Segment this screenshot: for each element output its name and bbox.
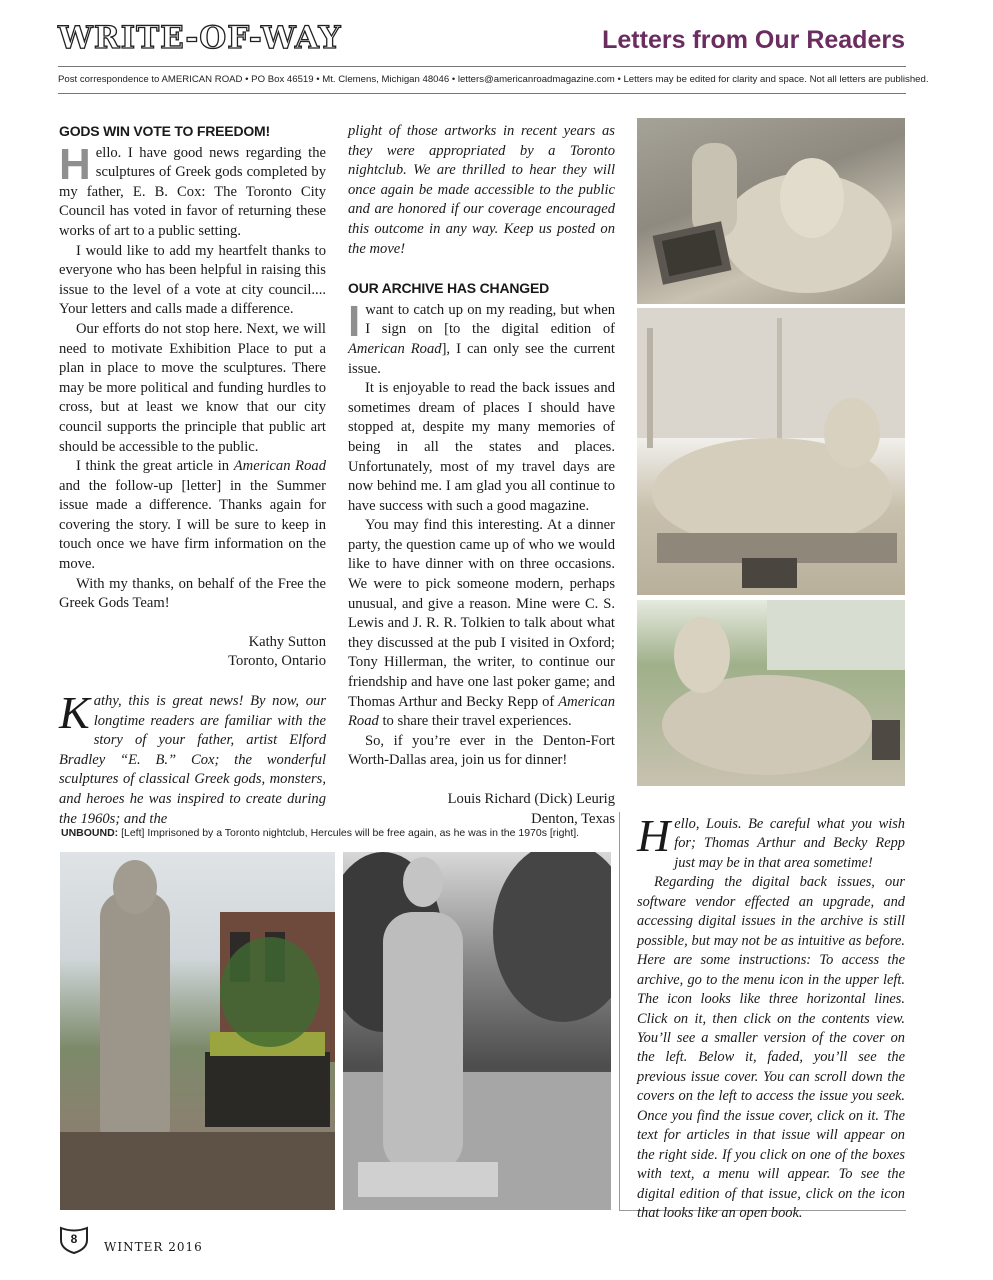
letter2-headline: OUR ARCHIVE HAS CHANGED <box>348 280 550 297</box>
photo-sculpture-reclining-pan <box>637 308 905 595</box>
reply2-text <box>637 810 905 1224</box>
sculpture-reclining-icon <box>637 308 905 595</box>
masthead-logo: WRITE-OF-WAY <box>58 20 342 56</box>
letter1-paragraph-4: I think the great article in American Road and the follow-up [letter] in the Summer issue made a difference. Thanks again for covering the story. I will be sure to keep in touch once we have firm information on the move. <box>59 458 326 573</box>
issue-label: WINTER 2016 <box>104 1240 203 1254</box>
reply2-initial: H <box>637 810 671 861</box>
section-title: Letters from Our Readers <box>602 26 905 54</box>
letter1-signature-place: Toronto, Ontario <box>228 653 326 670</box>
reply1-part-2: plight of those artworks in recent years as they were appropriated by a Toronto nightclub. We are thrilled to hear they will once again be made accessible to the public and are honored if our coverage encouraged this outcome in any way. Keep us posted on the move! <box>348 123 615 257</box>
photo-sculpture-centaur <box>637 600 905 786</box>
letter2-signature-name: Louis Richard (Dick) Leurig <box>447 791 615 807</box>
hercules-statue-bw-icon <box>343 852 611 1210</box>
sculpture-sphinx-icon <box>637 118 905 304</box>
correspondence-line: Post correspondence to AMERICAN ROAD • PO Box 46519 • Mt. Clemens, Michigan 48046 • letters@americanroadmagazine.com • Letters may be edited for clarity and space. Not all letters are published. <box>58 74 929 85</box>
letter1-paragraph-3: Our efforts do not stop here. Next, we will need to motivate Exhibition Place to put a plan in place to move the sculptures. There may be more political and funding hurdles to cross, but at least we know that our city council supports the principle that public art should be accessible to the public. <box>59 320 326 455</box>
letter-column-1 <box>59 122 326 829</box>
letter2-paragraph-1: Iwant to catch up on my reading, but when I sign on [to the digital edition of American Road], I can only see the current issue. <box>348 296 615 377</box>
letter1-headline: GODS WIN VOTE TO FREEDOM! <box>59 123 270 139</box>
photo-caption: UNBOUND: [Left] Imprisoned by a Toronto nightclub, Hercules will be free again, as he was in the 1970s [right]. <box>61 827 580 839</box>
reply1-initial: K <box>59 687 90 739</box>
letter1-signature-name: Kathy Sutton <box>248 633 326 650</box>
letter2-signature-place: Denton, Texas <box>531 810 615 827</box>
photo-sculpture-sphinx <box>637 118 905 304</box>
letter-column-2 <box>348 122 615 829</box>
sculpture-centaur-icon <box>637 600 905 786</box>
reply2-paragraph-2: Regarding the digital back issues, our software vendor effected an upgrade, and accessing digital issues in the archive is still possible, but may not be as intuitive as before. Here are some instructions: To access the archive, go to the menu icon in the upper left. The icon looks like three horizontal lines. Click on it, then click on the contents view. You’ll see a smaller version of the cover on the left. Below it, faded, you’ll see the previous issue cover. You can scroll down the covers on the left to access the issue you seek. Once you find the issue cover, click on it. The text for articles in that issue will appear on the right side. If you click on one of the boxes with text, a menu will appear. To see the digital edition of that issue, click on the icon that looks like an open book. <box>637 874 905 1222</box>
page-number: 8 <box>70 1232 78 1246</box>
header-rule-bottom <box>58 93 906 94</box>
hercules-statue-icon <box>60 852 335 1210</box>
letter2-dropcap: I <box>348 296 361 346</box>
photo-hercules-1970s <box>343 852 611 1210</box>
photo-hercules-nightclub <box>60 852 335 1210</box>
letter1-paragraph-5: With my thanks, on behalf of the Free the Greek Gods Team! <box>59 575 326 612</box>
letter1-dropcap: H <box>59 139 91 189</box>
header-rule-top <box>58 66 906 67</box>
letter2-paragraph-3: You may find this interesting. At a dinner party, the question came up of who we would like to have dinner with on three occasions. We were to pick someone modern, perhaps unusual, and give a reason. Mine were C. S. Lewis and J. R. R. Tolkien to talk about what they discussed at the pub I visited in Oxford; Tony Hillerman, the writer, to continue our friendship and have one last poker game; and Thomas Arthur and Becky Repp of American Road to share their travel experiences. <box>348 517 615 730</box>
reply1-part-1: Kathy, this is great news! By now, our longtime readers are familiar with the story of your father, artist Elford Bradley “E. B.” Cox; the wonderful sculptures of classical Greek gods, monsters, and heroes he was inspired to create during the 1960s; and the <box>59 687 326 827</box>
route-shield-badge <box>58 1226 90 1254</box>
letter2-paragraph-2: It is enjoyable to read the back issues and sometimes dream of places I should have stopped at, despite my many memories of being in all the states and places. Unfortunately, most of my travel days are now behind me. I am glad you all continue to have success with such a good magazine. <box>348 380 615 514</box>
letter1-paragraph-1: Hello. I have good news regarding the sculptures of Greek gods completed by my father, E. B. Cox: The Toronto City Council has voted in favor of returning these works of art to a public setting. <box>59 139 326 239</box>
letter1-paragraph-2: I would like to add my heartfelt thanks to everyone who has been helpful in raising this issue to the level of a vote at city council.... Your letters and calls made a difference. <box>59 242 326 318</box>
reply2-paragraph-1: Hello, Louis. Be careful what you wish for; Thomas Arthur and Becky Repp just may be in that area sometime! <box>637 810 905 871</box>
letter2-paragraph-4: So, if you’re ever in the Denton-Fort Worth-Dallas area, join us for dinner! <box>348 732 615 769</box>
